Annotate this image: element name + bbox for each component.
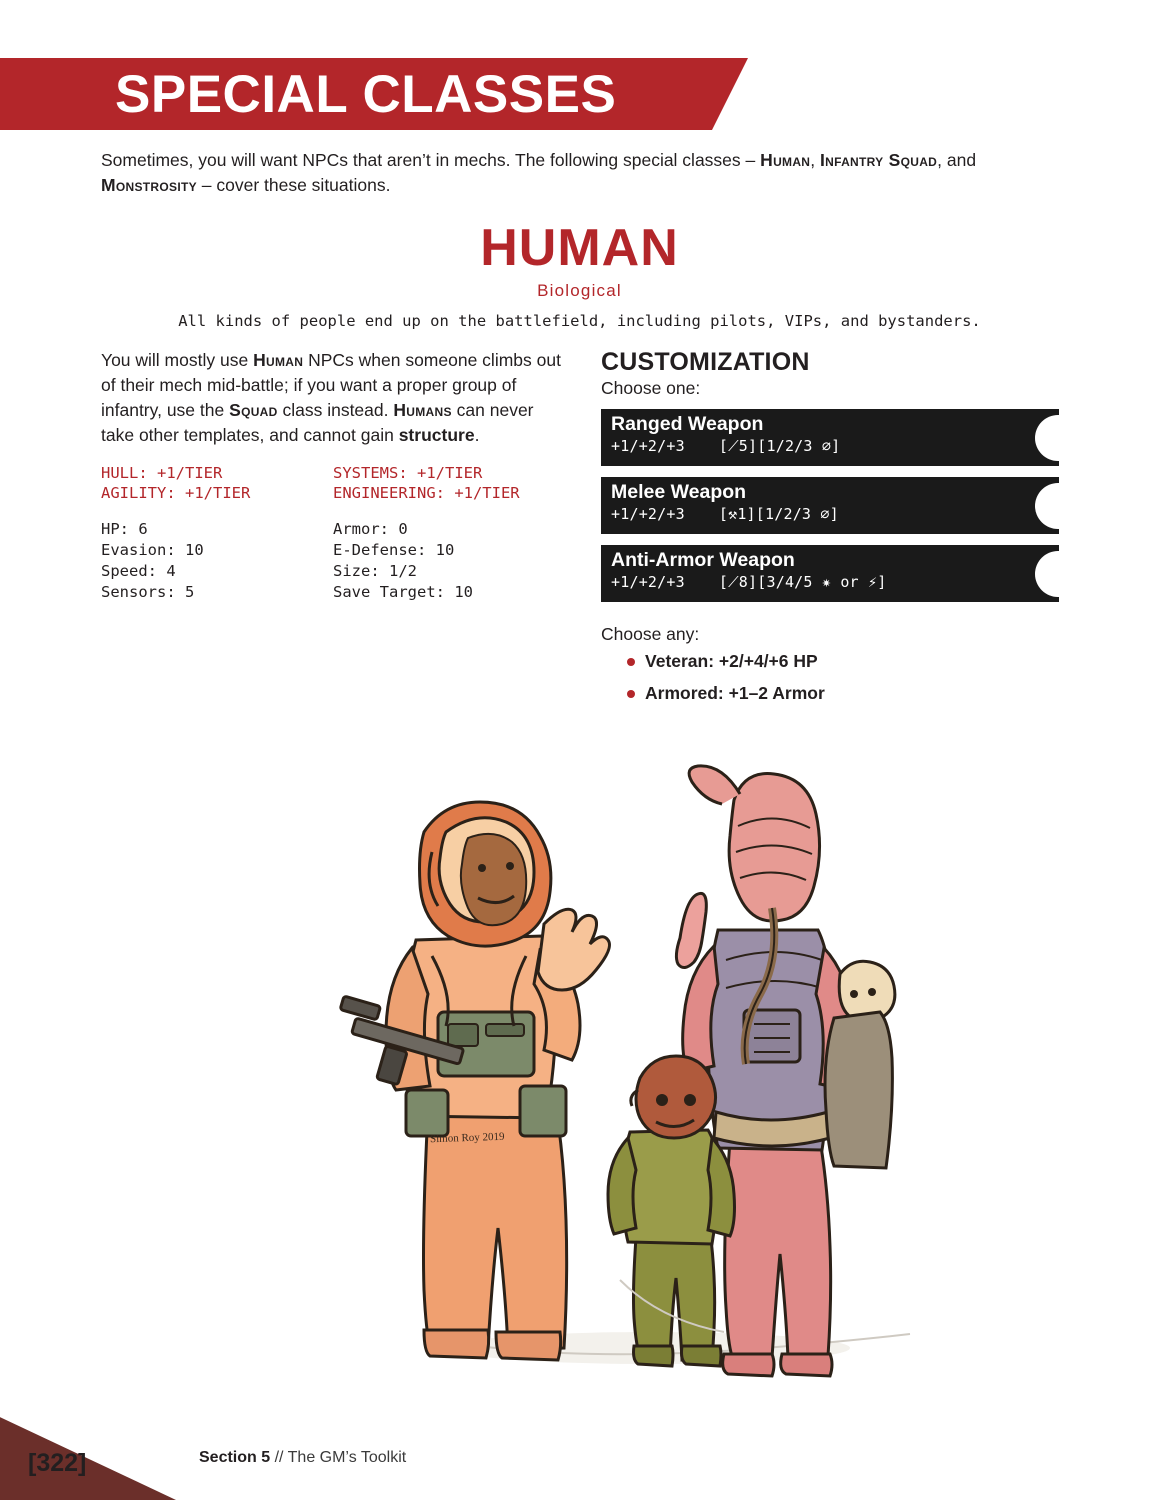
desc-part2: NPCs when someone climbs out of their mech mid-battle; if you want a proper group of infantry, use the <box>101 350 561 420</box>
class-type: Biological <box>537 281 622 300</box>
growth-agility: AGILITY: +1/TIER <box>101 484 251 503</box>
figure-suited-pilot <box>340 802 609 1360</box>
option-bonus: +1/+2/+3 <box>611 436 685 455</box>
customization-heading: CUSTOMIZATION <box>601 348 810 376</box>
figure-small-green-trooper <box>608 1056 735 1366</box>
list-item: Veteran: +2/+4/+6 HP <box>601 651 1059 672</box>
footer-separator: // <box>270 1449 288 1466</box>
choose-any-label: Choose any: <box>601 624 700 644</box>
stat-sensors: Sensors: 5 <box>101 583 195 602</box>
desc-part4: can never take other templates, and cannot gain <box>101 399 534 445</box>
desc-term-human: Human <box>253 350 304 370</box>
class-name: HUMAN <box>480 219 679 277</box>
stat-save-target: Save Target: 10 <box>333 583 473 602</box>
footer-wedge-decoration <box>0 1352 176 1500</box>
page-number: [322] <box>28 1449 87 1477</box>
class-flavor-text: All kinds of people end up on the battlefield, including pilots, VIPs, and bystanders. <box>178 312 981 330</box>
intro-term-monstrosity: Monstrosity <box>101 175 197 196</box>
stat-edefense: E-Defense: 10 <box>333 541 455 560</box>
option-anti-armor-weapon[interactable] <box>601 545 1059 602</box>
desc-part5: . <box>474 424 480 445</box>
extras-list <box>601 651 1059 704</box>
desc-part3: class instead. <box>277 399 394 420</box>
intro-mid1: , <box>810 150 820 170</box>
base-stats <box>101 520 561 601</box>
intro-pre: Sometimes, you will want NPCs that aren’t in mechs. The following special classes – <box>101 150 761 170</box>
left-column <box>101 348 561 601</box>
option-name: Melee Weapon <box>611 481 747 503</box>
intro-mid2: , and <box>937 150 977 170</box>
page-header-banner <box>0 58 712 130</box>
intro-term-human: Human <box>760 150 811 170</box>
desc-part1: You will mostly use <box>101 350 254 370</box>
option-name: Ranged Weapon <box>611 413 764 435</box>
option-ranged-weapon[interactable] <box>601 409 1059 466</box>
footer-section: Section 5 <box>199 1449 271 1466</box>
option-tags: [⚒1][1/2/3 ⌀] <box>718 504 839 523</box>
class-description <box>101 348 561 447</box>
intro-post: – cover these situations. <box>196 175 391 196</box>
footer-section-label <box>199 1449 406 1467</box>
desc-term-squad: Squad <box>229 399 278 420</box>
growth-stats <box>101 464 561 502</box>
footer-chapter: The GM’s Toolkit <box>287 1449 407 1466</box>
right-column <box>601 348 1059 715</box>
stat-evasion: Evasion: 10 <box>101 541 204 560</box>
option-stats <box>611 505 1049 523</box>
option-name: Anti-Armor Weapon <box>611 549 795 571</box>
option-tags: [⟋5][1/2/3 ⌀] <box>718 436 841 455</box>
intro-term-infantry-squad: Infantry Squad <box>820 150 938 170</box>
stat-speed: Speed: 4 <box>101 562 176 581</box>
option-tags: [⟋8][3/4/5 ✷ or ⚡] <box>718 572 887 591</box>
list-item: Armored: +1–2 Armor <box>601 683 1059 704</box>
intro-paragraph <box>101 148 1059 199</box>
option-stats <box>611 437 1049 455</box>
desc-bold-structure: structure <box>398 424 475 445</box>
growth-engineering: ENGINEERING: +1/TIER <box>333 484 520 503</box>
stat-hp: HP: 6 <box>101 520 148 539</box>
stat-size: Size: 1/2 <box>333 562 417 581</box>
illustration-human-npcs <box>320 760 940 1380</box>
option-stats <box>611 573 1049 591</box>
stat-armor: Armor: 0 <box>333 520 408 539</box>
option-bonus: +1/+2/+3 <box>611 504 685 523</box>
choose-one-label: Choose one: <box>601 378 701 398</box>
growth-hull: HULL: +1/TIER <box>101 464 223 483</box>
option-melee-weapon[interactable] <box>601 477 1059 534</box>
page-title: SPECIAL CLASSES <box>115 64 617 124</box>
desc-term-humans: Humans <box>393 399 452 420</box>
option-bonus: +1/+2/+3 <box>611 572 685 591</box>
artist-signature: Simon Roy 2019 <box>429 1130 505 1146</box>
growth-systems: SYSTEMS: +1/TIER <box>333 464 483 483</box>
